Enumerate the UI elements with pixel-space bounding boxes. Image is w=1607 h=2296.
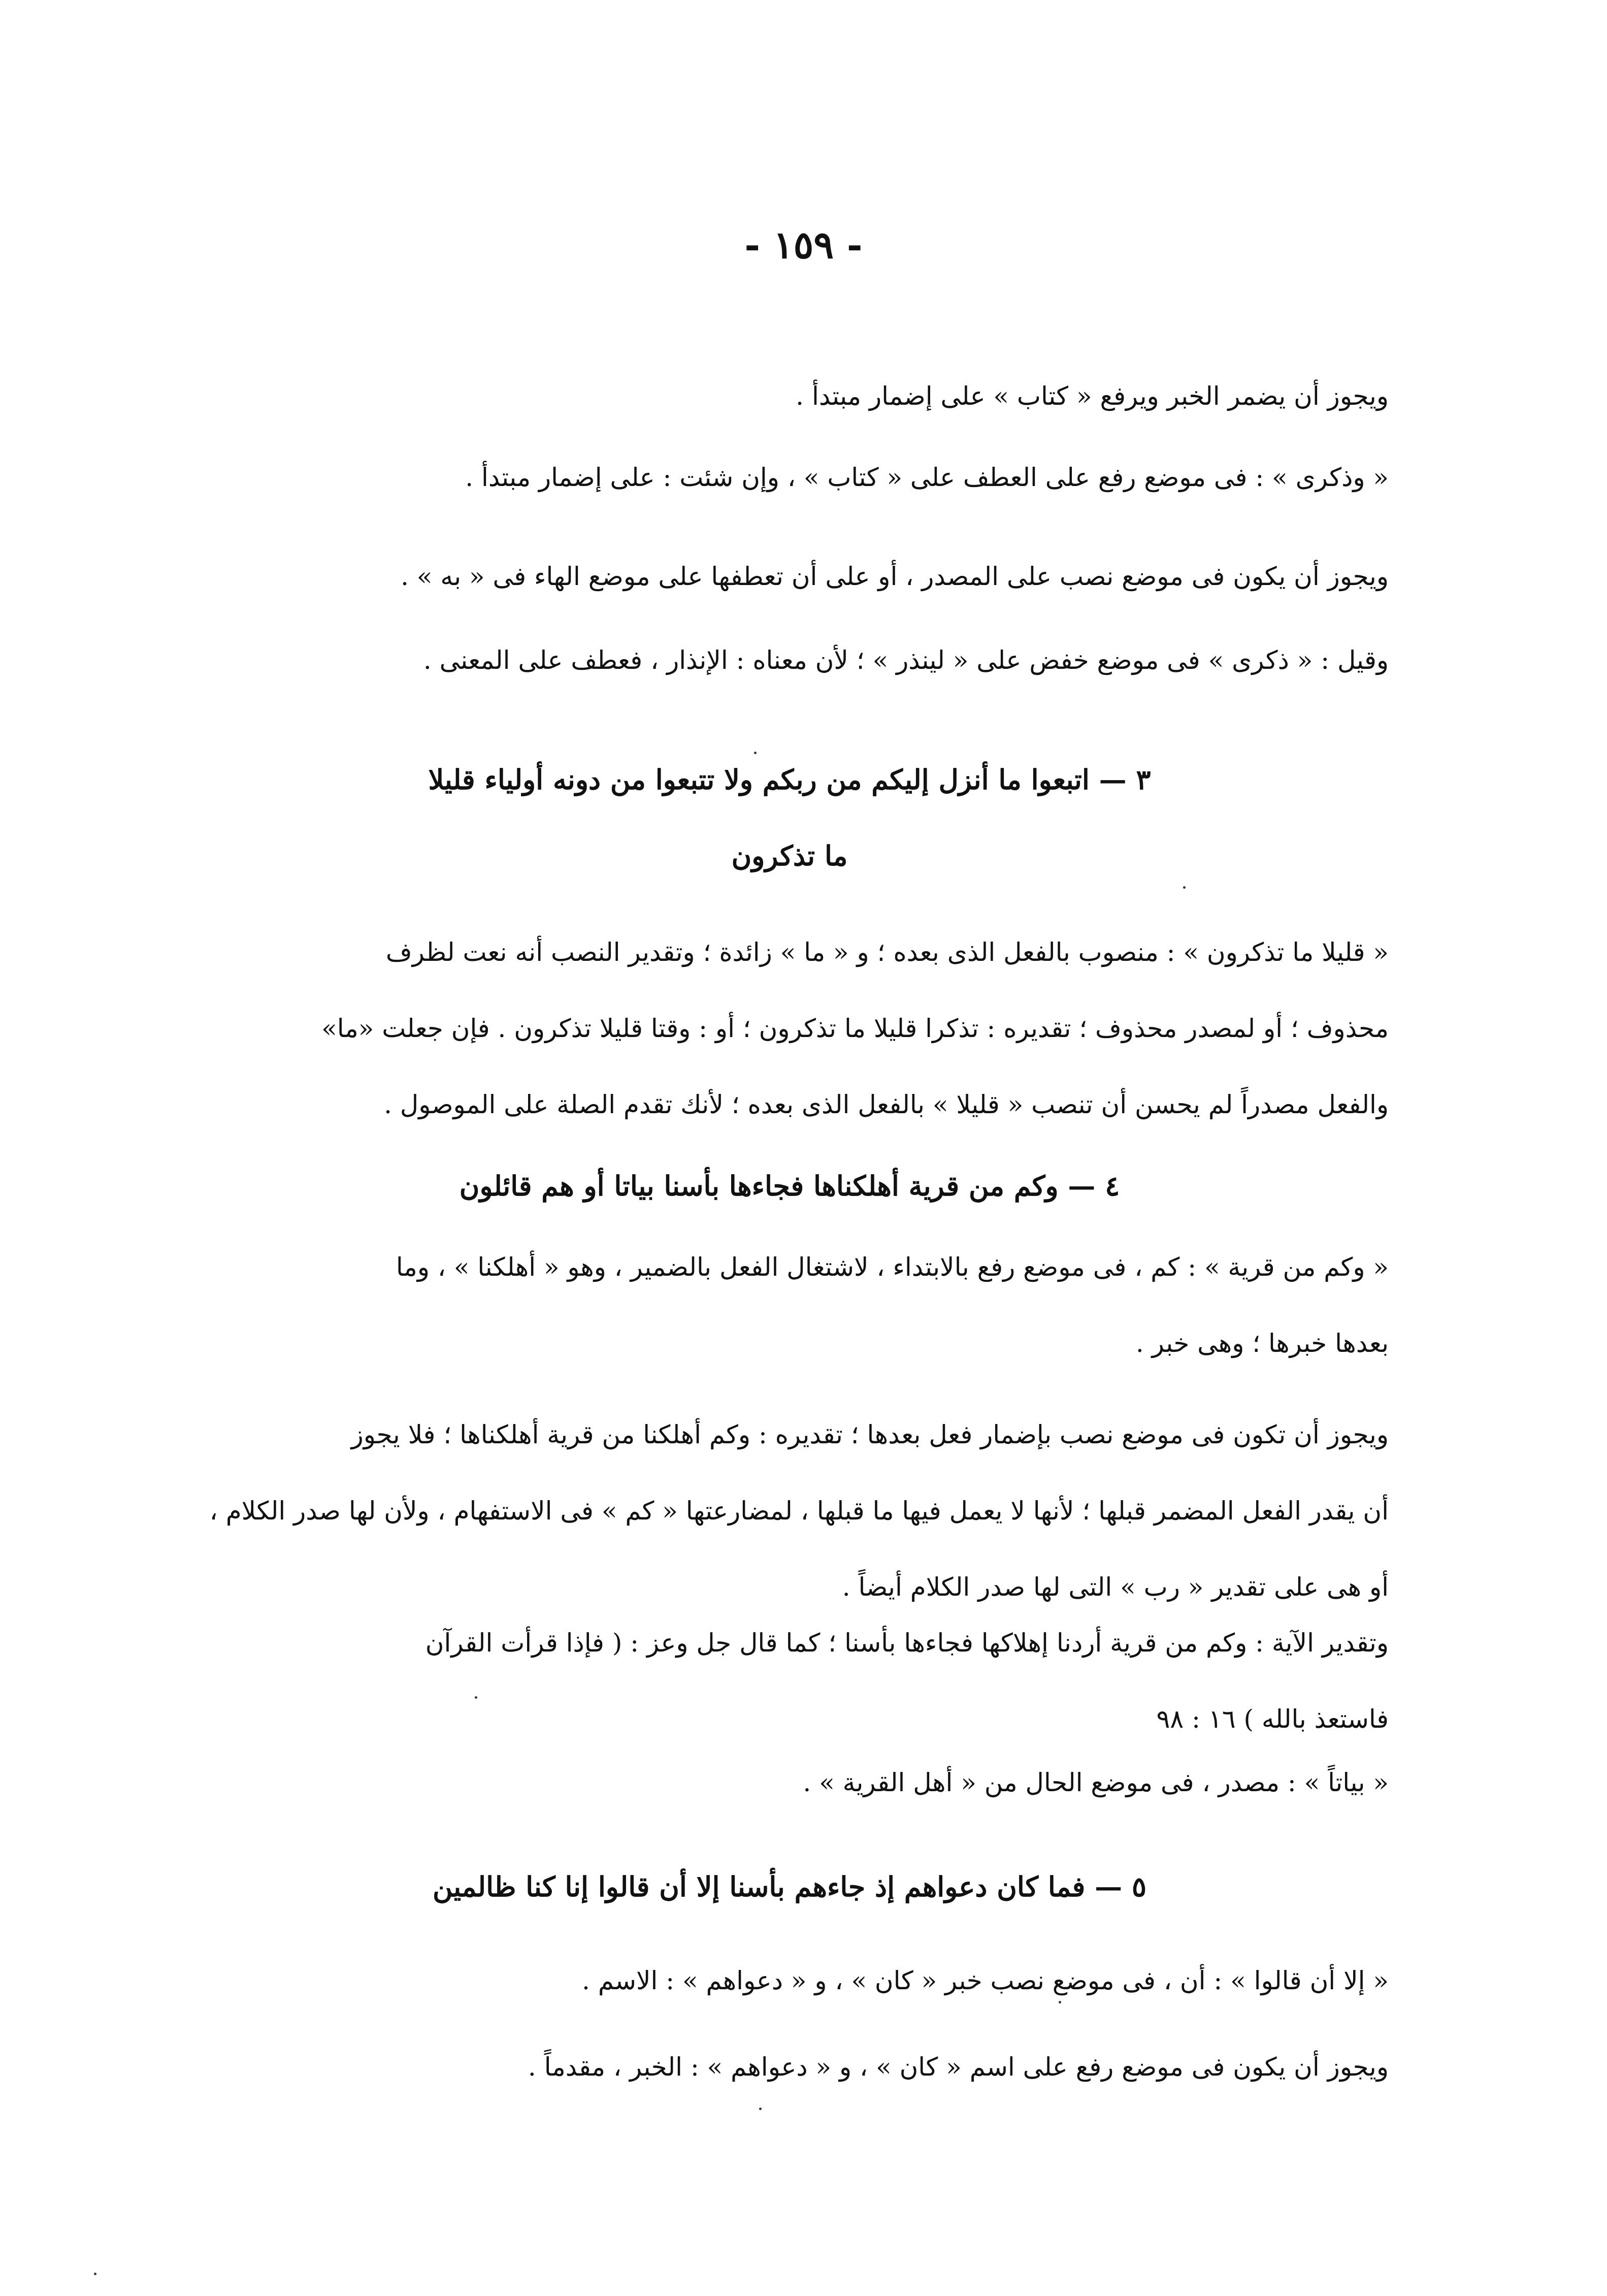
text-line: « وذكرى » : فى موضع رفع على العطف على « كتاب » ، وإن شئت : على إضمار مبتدأ . — [465, 463, 1389, 492]
paragraph — [190, 1742, 1389, 1823]
text-line: « بياتاً » : مصدر ، فى موضع الحال من « أهل القرية » . — [803, 1768, 1389, 1797]
scan-speck — [1183, 886, 1186, 889]
text-line: ويجوز أن تكون فى موضع نصب بإضمار فعل بعدها ؛ تقديره : وكم أهلكنا من قرية أهلكناها ؛ فلا يجوز — [351, 1420, 1389, 1449]
text-line: بعدها خبرها ؛ وهى خبر . — [1135, 1329, 1389, 1358]
text-line: أن يقدر الفعل المضمر قبلها ؛ لأنها لا يعمل فيها ما قبلها ، لمضارعتها « كم » فى الاستفهام ، ولأن لها صدر الكلام ، — [209, 1496, 1389, 1526]
text-line: أو هى على تقدير « رب » التى لها صدر الكلام أيضاً . — [842, 1572, 1389, 1602]
page-number: - ١٥٩ - — [744, 223, 863, 267]
verse-line: ٤ — وكم من قرية أهلكناها فجاءها بأسنا بياتا أو هم قائلون — [459, 1170, 1120, 1202]
text-line: « إلا أن قالوا » : أن ، فى موضع نصب خبر « كان » ، و « دعواهم » : الاسم . — [582, 1966, 1389, 1995]
text-line: ويجوز أن يكون فى موضع نصب على المصدر ، أو على أن تعطفها على موضع الهاء فى « به » . — [401, 562, 1389, 591]
quran-verse — [190, 1148, 1389, 1224]
scan-speck — [754, 752, 757, 754]
scan-speck — [94, 2273, 96, 2275]
paragraph — [190, 914, 1389, 1143]
text-line: ويجوز أن يضمر الخبر ويرفع « كتاب » على إضمار مبتدأ . — [796, 381, 1389, 411]
scan-speck — [1059, 2001, 1061, 2003]
text-line: وتقدير الآية : وكم من قرية أردنا إهلاكها فجاءها بأسنا ؛ كما قال جل وعز : ( فإذا قرأت القرآن — [425, 1628, 1389, 1658]
quran-verse — [190, 741, 1389, 894]
verse-line: ٣ — اتبعوا ما أنزل إليكم من ربكم ولا تتبعوا من دونه أولياء قليلا — [428, 763, 1151, 796]
paragraph — [190, 2026, 1389, 2108]
quran-verse — [190, 1849, 1389, 1925]
paragraph — [190, 1940, 1389, 2021]
paragraph — [190, 1605, 1389, 1757]
verse-line: ما تذكرون — [731, 839, 848, 872]
paragraph — [190, 536, 1389, 617]
paragraph — [190, 620, 1389, 701]
text-line: « وكم من قرية » : كم ، فى موضع رفع بالابتداء ، لاشتغال الفعل بالضمير ، وهو « أهلكنا » ، وما — [396, 1252, 1389, 1282]
paragraph — [190, 1397, 1389, 1625]
text-line: والفعل مصدراً لم يحسن أن تنصب « قليلا » بالفعل الذى بعده ؛ لأنك تقدم الصلة على الموصول . — [384, 1090, 1389, 1119]
text-line: وقيل : « ذكرى » فى موضع خفض على « لينذر » ؛ لأن معناه : الإنذار ، فعطف على المعنى . — [423, 645, 1389, 675]
scan-speck — [759, 2108, 762, 2110]
paragraph — [190, 437, 1389, 518]
text-line: فاستعذ بالله ) ١٦ : ٩٨ — [1156, 1704, 1389, 1734]
paragraph — [190, 1229, 1389, 1381]
text-line: محذوف ؛ أو لمصدر محذوف ؛ تقديره : تذكرا قليلا ما تذكرون ؛ أو : وقتا قليلا تذكرون . فإن جعلت «ما» — [321, 1014, 1389, 1043]
verse-line: ٥ — فما كان دعواهم إذ جاءهم بأسنا إلا أن قالوا إنا كنا ظالمين — [433, 1870, 1146, 1903]
text-line: « قليلا ما تذكرون » : منصوب بالفعل الذى بعده ؛ و « ما » زائدة ؛ وتقدير النصب أنه نعت لظرف — [385, 937, 1389, 967]
paragraph — [190, 355, 1389, 437]
scan-speck — [475, 1696, 477, 1699]
text-line: ويجوز أن يكون فى موضع رفع على اسم « كان » ، و « دعواهم » : الخبر ، مقدماً . — [528, 2052, 1389, 2082]
